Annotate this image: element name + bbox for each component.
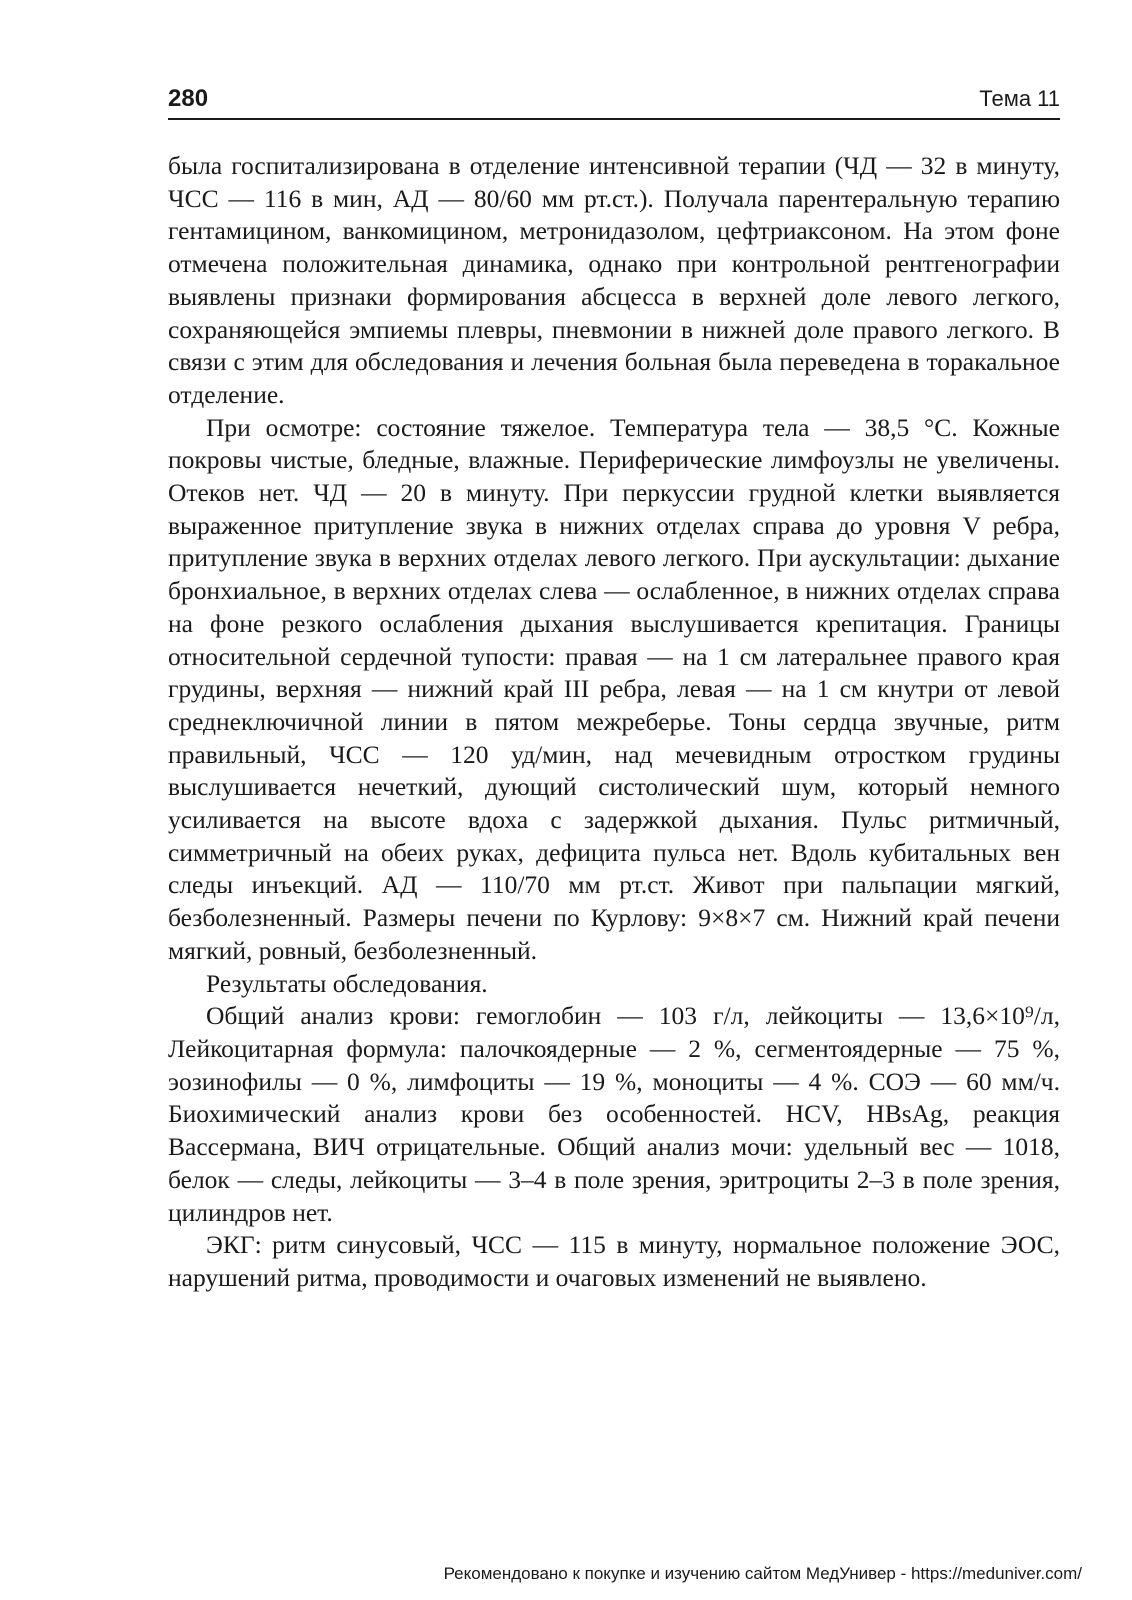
paragraph-ecg: ЭКГ: ритм синусовый, ЧСС — 115 в минуту, нормальное положение ЭОС, нарушений ритма, проводимости и очаговых изменений не выявлено. <box>168 1230 1060 1292</box>
paragraph-examination: При осмотре: состояние тяжелое. Температура тела — 38,5 °С. Кожные покровы чистые, бледные, влажные. Периферические лимфоузлы не увеличены. Отеков нет. ЧД — 20 в минуту. При перкуссии грудной клетки выявляется выраженное притупление звука в нижних отделах справа до уровня V ребра, притупление звука в верхних отделах левого легкого. При аускультации: дыхание бронхиальное, в верхних отделах слева — ослабленное, в нижних отделах справа на фоне резкого ослабления дыхания выслушивается крепитация. Границы относительной сердечной тупости: правая — на 1 см латеральнее правого края грудины, верхняя — нижний край III ребра, левая — на 1 см кнутри от левой среднеключичной линии в пятом межреберье. Тоны сердца звучные, ритм правильный, ЧСС — 120 уд/мин, над мечевидным отростком грудины выслушивается нечеткий, дующий систолический шум, который немного усиливается на высоте вдоха с задержкой дыхания. Пульс ритмичный, симметричный на обеих руках, дефицита пульса нет. Вдоль кубитальных вен следы инъекций. АД — 110/70 мм рт.ст. Живот при пальпации мягкий, безболезненный. Размеры печени по Курлову: 9×8×7 см. Нижний край печени мягкий, ровный, безболезненный. <box>168 412 1060 965</box>
paragraph-continuation: была госпитализирована в отделение интенсивной терапии (ЧД — 32 в минуту, ЧСС — 116 в мин, АД — 80/60 мм рт.ст.). Получала парентеральную терапию гентамицином, ванкомицином, метронидазолом, цефтриаксоном. На этом фоне отмечена положительная динамика, однако при контрольной рентгенографии выявлены признаки формирования абсцесса в верхней доле левого легкого, сохраняющейся эмпиемы плевры, пневмонии в нижней доле правого легкого. В связи с этим для обследования и лечения больная была переведена в торакальное отделение. <box>168 151 1060 409</box>
body-text <box>168 150 1060 1295</box>
page-number: 280 <box>168 85 209 112</box>
page-header <box>168 84 1060 116</box>
paragraph-results-heading: Результаты обследования. <box>206 968 488 998</box>
footer-recommendation: Рекомендовано к покупке и изучению сайтом МедУнивер - https://meduniver.com/ <box>443 1564 1082 1583</box>
header-divider <box>168 118 1060 120</box>
paragraph-blood-tests: Общий анализ крови: гемоглобин — 103 г/л, лейкоциты — 13,6×10⁹/л, Лейкоцитарная формула: палочкоядерные — 2 %, сегментоядерные — 75 %, эозинофилы — 0 %, лимфоциты — 19 %, моноциты — 4 %. СОЭ — 60 мм/ч. Биохимический анализ крови без особенностей. HCV, HBsAg, реакция Вассермана, ВИЧ отрицательные. Общий анализ мочи: удельный вес — 1018, белок — следы, лейкоциты — 3–4 в поле зрения, эритроциты 2–3 в поле зрения, цилиндров нет. <box>168 1001 1060 1227</box>
running-title: Тема 11 <box>979 86 1060 111</box>
